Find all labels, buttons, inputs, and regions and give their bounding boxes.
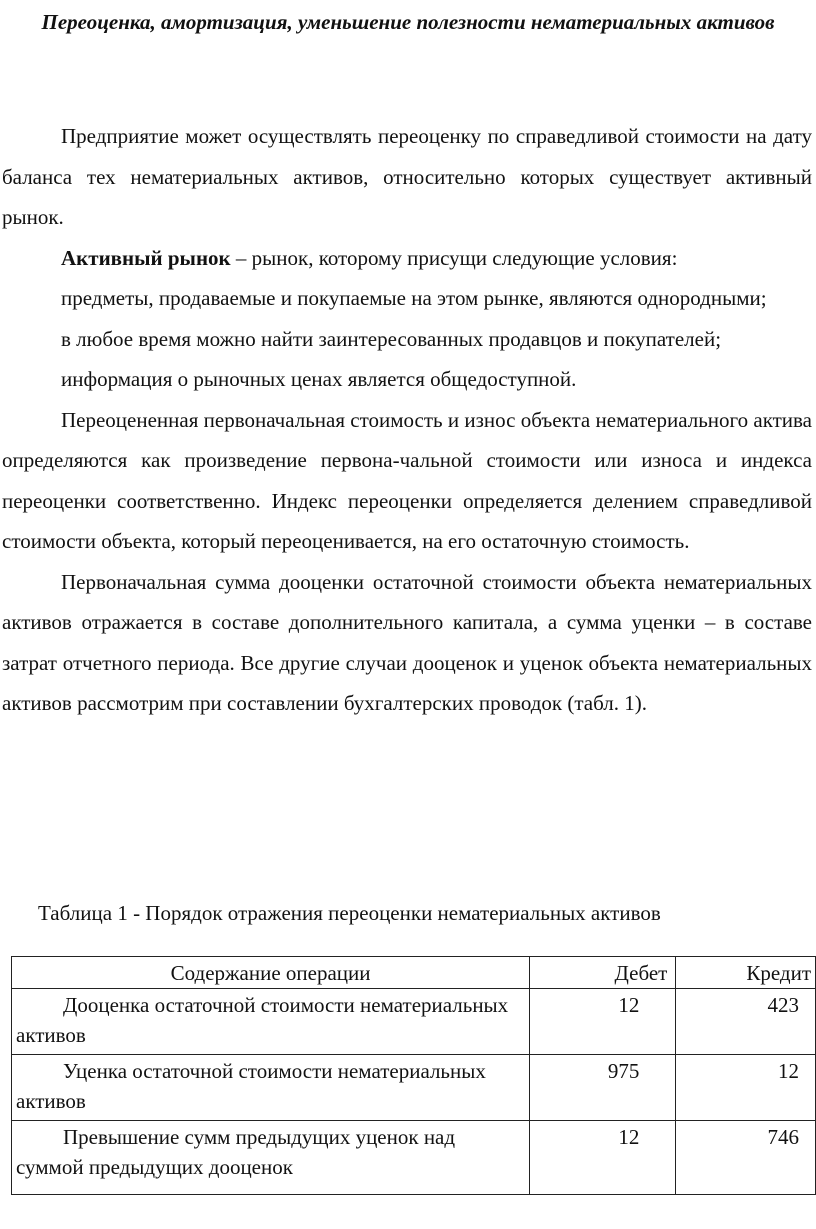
table-caption: Таблица 1 - Порядок отражения переоценки нематериальных активов: [38, 901, 661, 925]
cell-debit: 975: [530, 1055, 676, 1121]
document-body: [2, 116, 812, 724]
paragraph-revalued-cost: Переоцененная первоначальная стоимость и износ объекта нематериального актива определяются как произведение первона-чальной стоимости или износа и индекса переоценки соответственно. Индекс переоценки определяется делением справедливой стоимости объекта, который переоценивается, на его остаточную стоимость.: [2, 407, 812, 553]
header-operation: Содержание операции: [12, 957, 530, 989]
document-title: Переоценка, амортизация, уменьшение полезности нематериальных активов: [41, 10, 775, 34]
table-row: [12, 989, 816, 1055]
cell-credit: 12: [676, 1055, 816, 1121]
cell-operation: Превышение сумм предыдущих уценок над суммой предыдущих дооценок: [12, 1121, 530, 1195]
paragraph-initial-revaluation: Первоначальная сумма дооценки остаточной стоимости объекта нематериальных активов отражается в составе дополнительного капитала, а сумма уценки – в составе затрат отчетного периода. Все другие случаи дооценок и уценок объекта нематериальных активов рассмотрим при составлении бухгалтерских проводок (табл. 1).: [2, 569, 812, 715]
header-debit: Дебет: [530, 957, 676, 989]
cell-credit: 423: [676, 989, 816, 1055]
condition-buyers-sellers: в любое время можно найти заинтересованных продавцов и покупателей;: [61, 326, 722, 351]
condition-homogeneous-items: предметы, продаваемые и покупаемые на этом рынке, являются однородными;: [61, 286, 767, 310]
revaluation-table: [11, 956, 816, 1195]
cell-credit: 746: [676, 1121, 816, 1195]
cell-operation: Уценка остаточной стоимости нематериальных активов: [12, 1055, 530, 1121]
cell-debit: 12: [530, 1121, 676, 1195]
paragraph-revaluation-intro: Предприятие может осуществлять переоценку по справедливой стоимости на дату баланса тех нематериальных активов, относительно которых существует активный рынок.: [2, 124, 812, 229]
paragraph-active-market-definition: [2, 238, 812, 279]
definition-text: – рынок, которому присущи следующие условия:: [230, 245, 678, 270]
condition-public-prices: информация о рыночных ценах является общедоступной.: [61, 367, 577, 391]
table-header-row: [12, 957, 816, 989]
table-row: [12, 1121, 816, 1195]
cell-debit: 12: [530, 989, 676, 1055]
header-credit: Кредит: [676, 957, 816, 989]
term-active-market: Активный рынок: [61, 245, 231, 270]
cell-operation: Дооценка остаточной стоимости нематериальных активов: [12, 989, 530, 1055]
table-row: [12, 1055, 816, 1121]
